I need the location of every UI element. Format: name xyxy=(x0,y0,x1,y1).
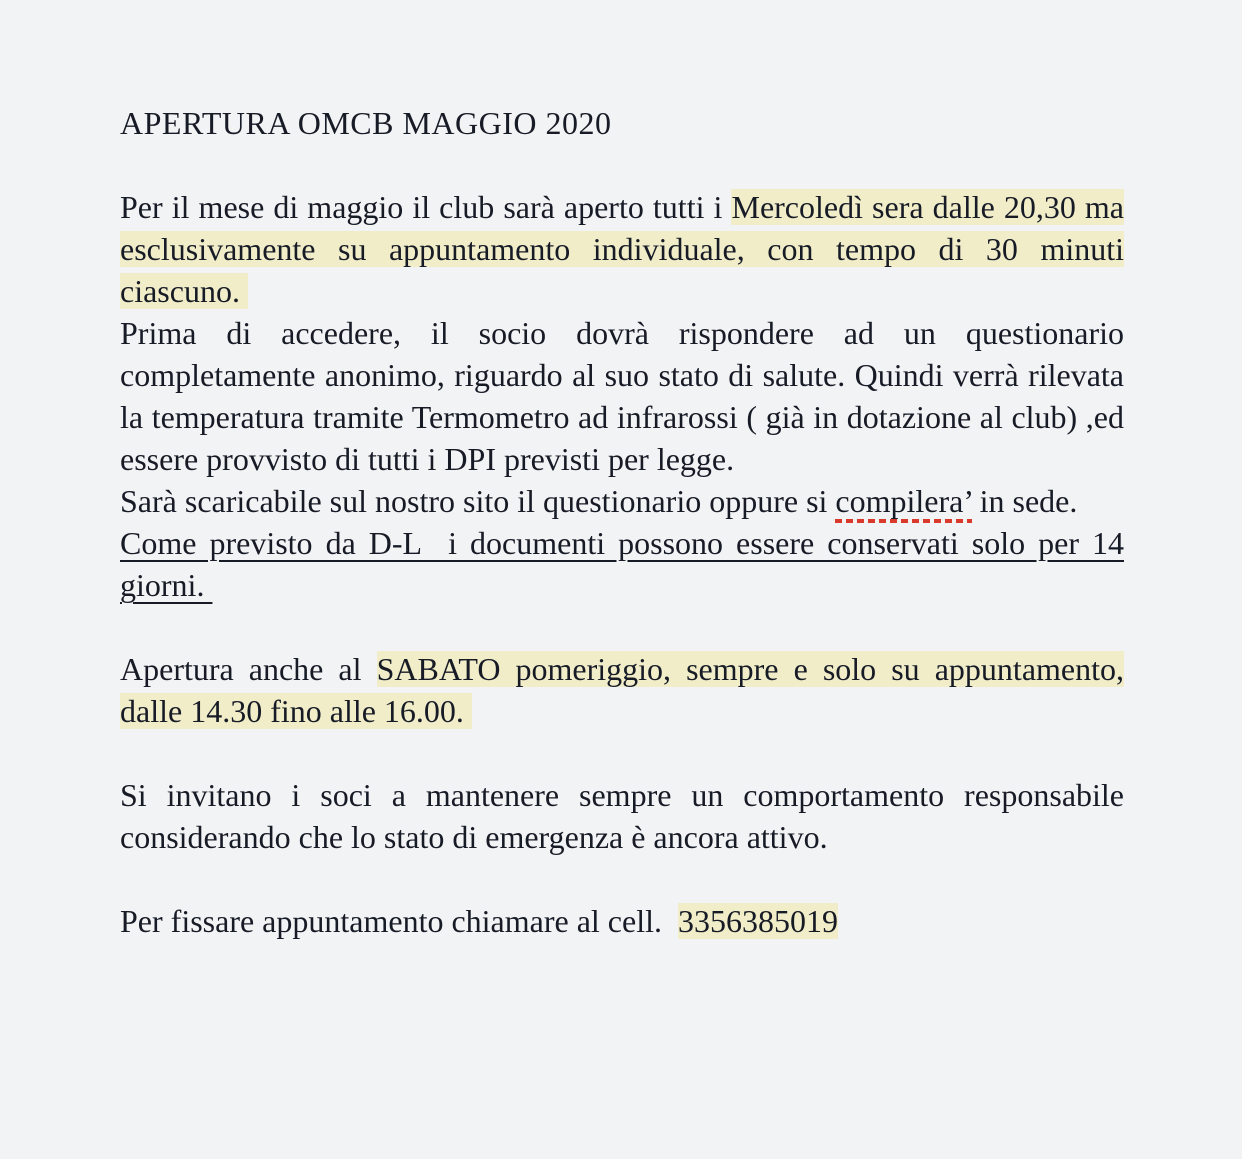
phone-number-highlight: 3356385019 xyxy=(677,903,838,939)
text-segment: in sede. xyxy=(971,483,1078,519)
highlight-segment: Mercoledì sera dalle 20,30 ma esclusivamente su appuntamento individuale, con tempo di 30 minuti ciascuno. xyxy=(120,189,1125,309)
spellcheck-word: compilera’ xyxy=(835,483,971,523)
document-title: APERTURA OMCB MAGGIO 2020 xyxy=(120,105,612,141)
paragraph-saturday-opening xyxy=(120,648,1124,732)
document-page xyxy=(120,102,1124,942)
text-segment: Sarà scaricabile sul nostro sito il questionario oppure si xyxy=(120,483,836,519)
text-segment: Per il mese di maggio il club sarà aperto tutti i xyxy=(120,189,732,225)
text-segment: Per fissare appuntamento chiamare al cell. xyxy=(120,903,678,939)
text-segment: Si invitano i soci a mantenere sempre un comportamento responsabile considerando che lo stato di emergenza è ancora attivo. xyxy=(120,777,1124,855)
text-segment: Apertura anche al xyxy=(120,651,377,687)
paragraph-entry-requirements xyxy=(120,312,1124,480)
paragraph-phone-contact xyxy=(120,900,1124,942)
text-segment: Prima di accedere, il socio dovrà rispondere ad un questionario completamente anonimo, riguardo al suo stato di salute. Quindi verrà rilevata la temperatura tramite Termometro ad infrarossi ( già in dotazione al club) ,ed essere provvisto di tutti i DPI previsti per legge. xyxy=(120,315,1124,477)
underlined-text: Come previsto da D-L i documenti possono essere conservati solo per 14 giorni. xyxy=(120,525,1124,603)
paragraph-responsible-behaviour xyxy=(120,774,1124,858)
highlight-segment: SABATO pomeriggio, sempre e solo su appuntamento, dalle 14.30 fino alle 16.00. xyxy=(120,651,1124,729)
paragraph-may-opening xyxy=(120,186,1124,312)
paragraph-questionnaire-availability xyxy=(120,480,1124,522)
paragraph-document-retention xyxy=(120,522,1124,606)
